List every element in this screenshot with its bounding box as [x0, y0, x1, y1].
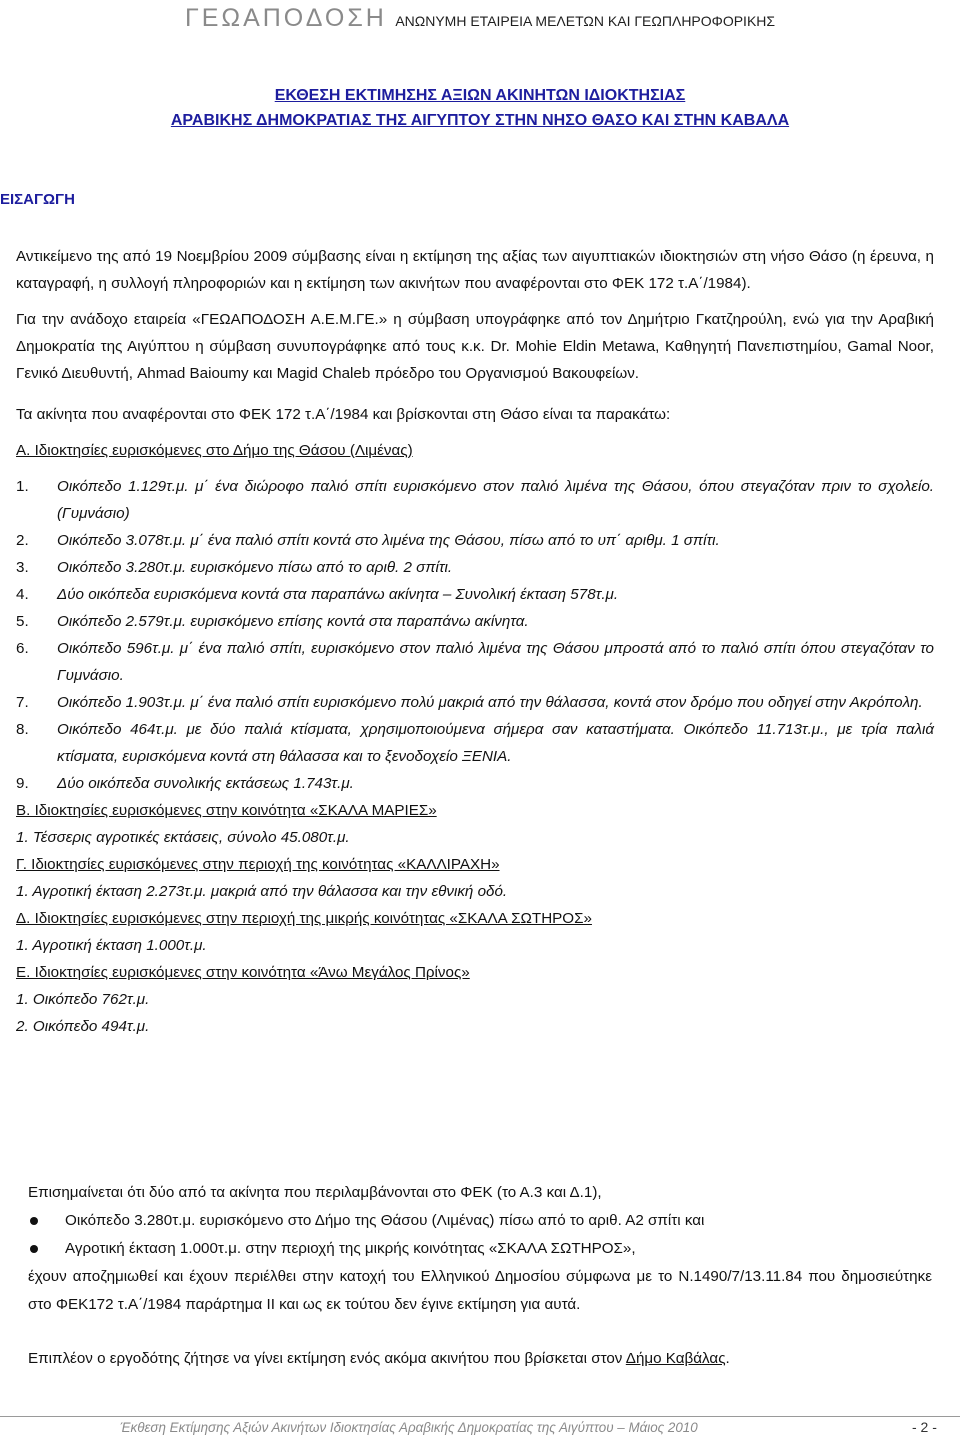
title-line-1: ΕΚΘΕΣΗ ΕΚΤΙΜΗΣΗΣ ΑΞΙΩΝ ΑΚΙΝΗΤΩΝ ΙΔΙΟΚΤΗΣΙΑΣ [274, 87, 686, 104]
intro-paragraph-1: Αντικείμενο της από 19 Νοεμβρίου 2009 σύμβασης είναι η εκτίμηση της αξίας των αιγυπτιακών ιδιοκτησιών στη νήσο Θάσο (η έρευνα, η καταγραφή, η συλλογή πληροφοριών και η εκτίμηση των ακινήτων που αναφέρονται στο ΦΕΚ 172 τ.Α΄/1984). [16, 248, 934, 292]
list-item: 8. Οικόπεδο 464τ.μ. με δύο παλιά κτίσματα, χρησιμοποιούμενα σήμερα σαν καταστήματα. Οικόπεδο 11.713τ.μ., με τρία παλιά κτίσματα, ευρισκόμενα κοντά στη θάλασσα και το ξενοδοχείο ΞΕΝΙΑ. [16, 721, 934, 765]
list-item: 2. Οικόπεδο 3.078τ.μ. μ΄ ένα παλιό σπίτι κοντά στο λιμένα της Θάσου, πίσω από το υπ΄ αριθμ. 1 σπίτι. [16, 532, 720, 549]
section-b-item: 1. Τέσσερις αγροτικές εκτάσεις, σύνολο 45.080τ.μ. [16, 829, 350, 846]
section-a-list [16, 473, 934, 797]
section-a-heading: Α. Ιδιοκτησίες ευρισκόμενες στο Δήμο της Θάσου (Λιμένας) [16, 442, 413, 459]
section-e-item-2: 2. Οικόπεδο 494τ.μ. [16, 1018, 150, 1035]
page-footer: Έκθεση Εκτίμησης Αξιών Ακινήτων Ιδιοκτησίας Αραβικής Δημοκρατίας της Αιγύπτου – Μάιος 2010 [120, 1420, 698, 1435]
intro-heading: ΕΙΣΑΓΩΓΗ [0, 191, 75, 208]
main-content [0, 186, 934, 1040]
title-line-2: ΑΡΑΒΙΚΗΣ ΔΗΜΟΚΡΑΤΙΑΣ ΤΗΣ ΑΙΓΥΠΤΟΥ ΣΤΗΝ ΝΗΣΟ ΘΑΣΟ ΚΑΙ ΣΤΗΝ ΚΑΒΑΛΑ [170, 111, 790, 129]
section-e-heading: Ε. Ιδιοκτησίες ευρισκόμενες στην κοινότητα «Άνω Μεγάλος Πρίνος» [16, 964, 470, 981]
list-item: 7. Οικόπεδο 1.903τ.μ. μ΄ ένα παλιό σπίτι ευρισκόμενο πολύ μακριά από την θάλασσα, κοντά στον δρόμο που οδηγεί στην Ακρόπολη. [16, 694, 923, 711]
note-outro: έχουν αποζημιωθεί και έχουν περιέλθει στην κατοχή του Ελληνικού Δημοσίου σύμφωνα με το Ν.1490/7/13.11.84 που δημοσιεύτηκε στο ΦΕΚ172 τ.Α΄/1984 παράρτημα ΙΙ και ως εκ τούτου δεν έγινε εκτίμηση για αυτά. [28, 1268, 932, 1313]
section-c-item: 1. Αγροτική έκταση 2.273τ.μ. μακριά από την θάλασσα και την εθνική οδό. [16, 883, 508, 900]
company-name: ΑΝΩΝΥΜΗ ΕΤΑΙΡΕΙΑ ΜΕΛΕΤΩΝ ΚΑΙ ΓΕΩΠΛΗΡΟΦΟΡΙΚΗΣ [395, 13, 776, 29]
page-number: - 2 - [912, 1419, 937, 1435]
section-d-item: 1. Αγροτική έκταση 1.000τ.μ. [16, 937, 207, 954]
section-b-heading: Β. Ιδιοκτησίες ευρισκόμενες στην κοινότητα «ΣΚΑΛΑ ΜΑΡΙΕΣ» [16, 802, 437, 819]
note-bullets [28, 1207, 932, 1263]
intro-paragraph-3: Τα ακίνητα που αναφέρονται στο ΦΕΚ 172 τ.Α΄/1984 και βρίσκονται στη Θάσο είναι τα παρακάτω: [16, 406, 671, 423]
list-item: 5. Οικόπεδο 2.579τ.μ. ευρισκόμενο επίσης κοντά στα παραπάνω ακίνητα. [16, 613, 529, 630]
intro-paragraph-2: Για την ανάδοχο εταιρεία «ΓΕΩΑΠΟΔΟΣΗ Α.Ε.Μ.ΓΕ.» η σύμβαση υπογράφηκε από τον Δημήτριο Γκατζηρούλη, ενώ για την Αραβική Δημοκρατία της Αιγύπτου η σύμβαση συνυπογράφηκε από τους κ.κ. Dr. Mohie Eldin Metawa, Καθηγητή Πανεπιστημίου, Gamal Noor, Γενικό Διευθυντή, Ahmad Baioumy και Magid Chaleb πρόεδρο του Οργανισμού Βακουφείων. [16, 311, 934, 382]
document-title [0, 84, 960, 134]
section-c-heading: Γ. Ιδιοκτησίες ευρισκόμενες στην περιοχή της κοινότητας «ΚΑΛΛΙΡΑΧΗ» [16, 856, 500, 873]
bullet-item: Αγροτική έκταση 1.000τ.μ. στην περιοχή της μικρής κοινότητας «ΣΚΑΛΑ ΣΩΤΗΡΟΣ», [28, 1235, 932, 1263]
list-item: 1. Οικόπεδο 1.129τ.μ. μ΄ ένα διώροφο παλιό σπίτι ευρισκόμενο στον παλιό λιμένα της Θάσου, όπου στεγαζόταν πριν το σχολείο. (Γυμνάσιο) [16, 478, 934, 522]
footer-divider [0, 1416, 960, 1417]
section-d-heading: Δ. Ιδιοκτησίες ευρισκόμενες στην περιοχή της μικρής κοινότητας «ΣΚΑΛΑ ΣΩΤΗΡΟΣ» [16, 910, 592, 927]
brand-name: ΓΕΩΑΠΟΔΟΣΗ [184, 4, 387, 32]
bullet-item: Οικόπεδο 3.280τ.μ. ευρισκόμενο στο Δήμο της Θάσου (Λιμένας) πίσω από το αριθ. Α2 σπίτι και [28, 1207, 932, 1235]
note-block [28, 1179, 932, 1373]
list-item: 3. Οικόπεδο 3.280τ.μ. ευρισκόμενο πίσω από το αριθ. 2 σπίτι. [16, 559, 453, 576]
bullet-icon [30, 1245, 38, 1253]
bullet-icon [30, 1217, 38, 1225]
section-e-item-1: 1. Οικόπεδο 762τ.μ. [16, 991, 150, 1008]
list-item: 9. Δύο οικόπεδα συνολικής εκτάσεως 1.743τ.μ. [16, 775, 354, 792]
note-intro: Επισημαίνεται ότι δύο από τα ακίνητα που περιλαμβάνονται στο ΦΕΚ (το Α.3 και Δ.1), [28, 1184, 602, 1201]
page-header [0, 4, 960, 33]
kavala-link-text: Δήμο Καβάλας [625, 1350, 726, 1367]
list-item: 4. Δύο οικόπεδα ευρισκόμενα κοντά στα παραπάνω ακίνητα – Συνολική έκταση 578τ.μ. [16, 586, 619, 603]
list-item: 6. Οικόπεδο 596τ.μ. μ΄ ένα παλιό σπίτι, ευρισκόμενο στον παλιό λιμένα της Θάσου μπροστά από το παλιό σπίτι όπου στεγαζόταν το Γυμνάσιο. [16, 640, 934, 684]
final-paragraph: Επιπλέον ο εργοδότης ζήτησε να γίνει εκτίμηση ενός ακόμα ακινήτου που βρίσκεται στον Δήμο Καβάλας. [28, 1350, 730, 1367]
